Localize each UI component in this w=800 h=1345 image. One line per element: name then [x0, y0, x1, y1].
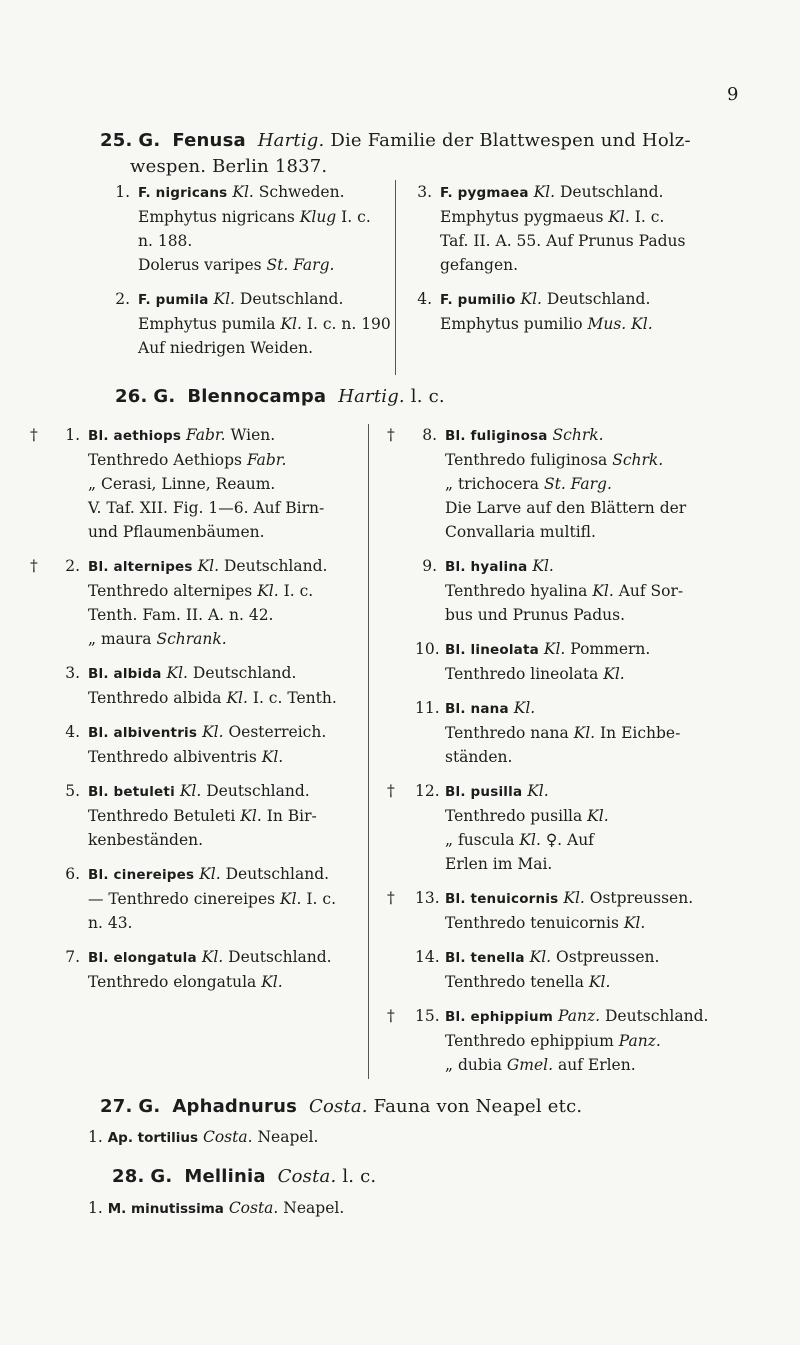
species-name: Bl. nana: [445, 701, 509, 717]
species-name: Bl. fuliginosa: [445, 428, 548, 444]
synonym-text: auf Erlen.: [553, 1056, 636, 1074]
synonym-text: V. Taf. XII. Fig. 1—6. Auf Birn-: [88, 499, 325, 517]
species-author: Kl.: [213, 290, 235, 308]
synonym-line: [138, 336, 408, 360]
genus-name: Aphadnurus: [172, 1096, 298, 1117]
entry-number: 2.: [65, 557, 80, 575]
synonym-line: [88, 686, 368, 710]
section-27-entry: [88, 1125, 318, 1150]
synonym-line: [445, 579, 765, 603]
synonym-text: „ fuscula: [445, 831, 520, 849]
synonym-line: [88, 828, 368, 852]
genus-prefix: G.: [150, 1166, 173, 1187]
author-ref: Kl.: [592, 582, 614, 600]
synonym-line: [440, 253, 760, 277]
species-entry: [65, 862, 368, 935]
synonym-text: Tenthredo Aethiops: [88, 451, 247, 469]
species-name: Bl. tenuicornis: [445, 891, 559, 907]
synonym-text: Taf. II. A. 55. Auf Prunus Padus: [440, 232, 686, 250]
species-entry: [115, 287, 408, 360]
synonym-line: [88, 603, 368, 627]
genus-name: Fenusa: [172, 130, 246, 151]
species-name: Bl. albida: [88, 666, 162, 682]
synonym-line: [88, 887, 368, 911]
species-entry: [387, 1004, 765, 1077]
species-name: Bl. betuleti: [88, 784, 175, 800]
synonym-text: Tenthredo alternipes: [88, 582, 258, 600]
species-author: Costa.: [202, 1128, 253, 1146]
entry-title-line: [138, 287, 408, 312]
entry-number: 13.: [415, 889, 440, 907]
species-author: Kl.: [520, 290, 542, 308]
synonym-text: Tenthredo tenuicornis: [445, 914, 624, 932]
synonym-line: [88, 472, 368, 496]
locality: Deutschland.: [604, 1007, 709, 1025]
locality: Deutschland.: [239, 290, 344, 308]
locality: Ostpreussen.: [589, 889, 694, 907]
genus-author: Hartig.: [338, 386, 405, 407]
synonym-line: [445, 1053, 765, 1077]
locality: Deutschland.: [206, 782, 310, 800]
species-author: Schrk.: [552, 426, 604, 444]
species-name: Bl. pusilla: [445, 784, 523, 800]
synonym-text: Convallaria multifl.: [445, 523, 596, 541]
synonym-line: [445, 472, 765, 496]
author-ref: Kl.: [261, 973, 283, 991]
species-author: Kl.: [543, 640, 566, 658]
author-ref: Panz.: [618, 1032, 661, 1050]
species-name: Bl. aethiops: [88, 428, 182, 444]
species-entry: [415, 945, 765, 994]
synonym-text: ♀. Auf: [540, 831, 594, 849]
section-25-right-column: [417, 180, 760, 346]
species-name: F. pumilio: [440, 292, 516, 308]
species-author: Kl.: [201, 948, 224, 966]
synonym-text: „ Cerasi, Linne, Reaum.: [88, 475, 276, 493]
synonym-text: Die Larve auf den Blättern der: [445, 499, 687, 517]
genus-author: Costa.: [277, 1166, 337, 1187]
heading-rest: l. c.: [410, 386, 445, 407]
locality: Neapel.: [257, 1128, 319, 1146]
species-entry: [30, 554, 368, 651]
genus-prefix: G.: [138, 130, 161, 151]
species-author: Costa.: [228, 1199, 279, 1217]
section-number: 26.: [115, 386, 148, 407]
entry-number: 14.: [415, 948, 440, 966]
synonym-line: [138, 205, 408, 229]
author-ref: Schrk.: [612, 451, 664, 469]
author-ref: Kl.: [261, 748, 284, 766]
entry-title-line: [445, 696, 765, 721]
entry-title-line: [88, 423, 368, 448]
heading-rest: Die Familie der Blattwespen und Holz-: [330, 130, 691, 151]
entry-number: 8.: [422, 426, 437, 444]
synonym-text: Dolerus varipes: [138, 256, 267, 274]
section-28-entry: [88, 1196, 344, 1221]
entry-title-line: [445, 886, 765, 911]
section-number: 25.: [100, 130, 133, 151]
entry-number: 12.: [415, 782, 440, 800]
synonym-line: [88, 448, 368, 472]
synonym-line: [88, 970, 368, 994]
species-name: Ap. tortilius: [107, 1130, 199, 1146]
author-ref: Mus. Kl.: [587, 315, 653, 333]
author-ref: Kl.: [623, 914, 646, 932]
species-name: Bl. cinereipes: [88, 867, 195, 883]
synonym-text: Auf Sor-: [613, 582, 684, 600]
entry-title-line: [88, 779, 368, 804]
locality: Wien.: [230, 426, 276, 444]
synonym-text: Erlen im Mai.: [445, 855, 553, 873]
species-entry: [387, 886, 765, 935]
entry-title-line: [445, 945, 765, 970]
author-ref: Schrank.: [156, 630, 227, 648]
heading-rest: l. c.: [342, 1166, 377, 1187]
column-divider: [368, 424, 369, 1079]
genus-author: Hartig.: [257, 130, 325, 151]
species-entry: [417, 180, 760, 277]
species-name: Bl. elongatula: [88, 950, 197, 966]
synonym-line: [440, 229, 760, 253]
entry-title-line: [138, 180, 408, 205]
species-name: F. pumila: [138, 292, 209, 308]
synonym-line: [88, 911, 368, 935]
locality: Deutschland.: [559, 183, 664, 201]
locality: Ostpreussen.: [556, 948, 660, 966]
synonym-text: kenbeständen.: [88, 831, 204, 849]
species-name: Bl. alternipes: [88, 559, 193, 575]
synonym-line: [445, 852, 765, 876]
genus-prefix: G.: [153, 386, 176, 407]
species-author: Kl.: [527, 782, 549, 800]
species-author: Kl.: [199, 865, 221, 883]
locality: Neapel.: [283, 1199, 345, 1217]
species-author: Kl.: [513, 699, 536, 717]
species-name: F. nigricans: [138, 185, 228, 201]
entry-number: 15.: [415, 1007, 440, 1025]
species-entry: [387, 779, 765, 876]
entry-number: 2.: [115, 290, 130, 308]
synonym-text: Tenthredo pusilla: [445, 807, 588, 825]
synonym-text: Emphytus pumilio: [440, 315, 588, 333]
entry-number: 10.: [415, 640, 440, 658]
synonym-text: Emphytus pumila: [138, 315, 281, 333]
synonym-line: [440, 312, 760, 336]
author-ref: Kl.: [519, 831, 541, 849]
species-name: Bl. tenella: [445, 950, 525, 966]
synonym-text: I. c.: [629, 208, 665, 226]
synonym-text: „ trichocera: [445, 475, 544, 493]
species-author: Kl.: [533, 183, 556, 201]
synonym-text: Emphytus nigricans: [138, 208, 300, 226]
author-ref: Kl.: [608, 208, 630, 226]
locality: Deutschland.: [192, 664, 297, 682]
genus-author: Costa.: [308, 1096, 368, 1117]
synonym-line: [445, 721, 765, 745]
author-ref: Gmel.: [506, 1056, 554, 1074]
synonym-text: Tenthredo ephippium: [445, 1032, 619, 1050]
species-name: M. minutissima: [107, 1201, 224, 1217]
synonym-line: [88, 496, 368, 520]
species-name: Bl. hyalina: [445, 559, 528, 575]
locality: Pommern.: [570, 640, 651, 658]
extinct-mark: †: [387, 426, 395, 444]
entry-number: 4.: [65, 723, 80, 741]
author-ref: Kl.: [573, 724, 596, 742]
entry-title-line: [88, 554, 368, 579]
synonym-text: I. c. n. 190: [301, 315, 391, 333]
synonym-line: [88, 627, 368, 651]
synonym-text: In Bir-: [261, 807, 317, 825]
synonym-text: ständen.: [445, 748, 513, 766]
synonym-text: Tenthredo lineolata: [445, 665, 604, 683]
section-number: 27.: [100, 1096, 133, 1117]
species-author: Panz.: [557, 1007, 601, 1025]
species-author: Fabr.: [186, 426, 226, 444]
synonym-line: [138, 229, 408, 253]
synonym-text: Tenthredo nana: [445, 724, 574, 742]
synonym-text: I. c. Tenth.: [247, 689, 337, 707]
species-entry: [417, 287, 760, 336]
entry-title-line: [445, 554, 765, 579]
author-ref: St. Farg.: [543, 475, 612, 493]
synonym-text: n. 188.: [138, 232, 193, 250]
synonym-line: [445, 496, 765, 520]
entry-title-line: [440, 180, 760, 205]
species-entry: [65, 945, 368, 994]
extinct-mark: †: [30, 557, 38, 575]
synonym-line: [445, 520, 765, 544]
section-27-heading: [100, 1094, 582, 1120]
synonym-line: [88, 745, 368, 769]
entry-title-line: [88, 862, 368, 887]
extinct-mark: †: [30, 426, 38, 444]
author-ref: Fabr.: [246, 451, 287, 469]
genus-prefix: G.: [138, 1096, 161, 1117]
synonym-text: Tenthredo albida: [88, 689, 227, 707]
locality: Deutschland.: [546, 290, 651, 308]
extinct-mark: †: [387, 889, 395, 907]
synonym-text: Tenthredo tenella: [445, 973, 589, 991]
synonym-line: [445, 828, 765, 852]
author-ref: Klug: [299, 208, 337, 226]
synonym-text: I. c.: [336, 208, 371, 226]
synonym-line: [138, 312, 408, 336]
author-ref: Kl.: [226, 689, 248, 707]
locality: Deutschland.: [225, 865, 330, 883]
author-ref: St. Farg.: [266, 256, 335, 274]
entry-number: 9.: [422, 557, 437, 575]
genus-name: Blennocampa: [187, 386, 327, 407]
synonym-line: [88, 579, 368, 603]
author-ref: Kl.: [588, 973, 611, 991]
synonym-text: — Tenthredo cinereipes: [88, 890, 281, 908]
synonym-text: Emphytus pygmaeus: [440, 208, 609, 226]
synonym-line: [445, 804, 765, 828]
entry-number: 7.: [65, 948, 80, 966]
synonym-text: Tenthredo hyalina: [445, 582, 593, 600]
species-author: Kl.: [166, 664, 188, 682]
species-entry: [422, 554, 765, 627]
entry-number: 1.: [65, 426, 80, 444]
entry-number: 11.: [415, 699, 440, 717]
section-26-right-column: [387, 423, 765, 1087]
extinct-mark: †: [387, 782, 395, 800]
species-author: Kl.: [179, 782, 202, 800]
species-author: Kl.: [202, 723, 224, 741]
entry-title-line: [88, 720, 368, 745]
synonym-text: In Eichbe-: [595, 724, 681, 742]
synonym-text: Tenthredo Betuleti: [88, 807, 241, 825]
synonym-line: [445, 970, 765, 994]
locality: Deutschland.: [228, 948, 332, 966]
section-26-left-column: [30, 423, 368, 1004]
synonym-text: Tenthredo albiventris: [88, 748, 262, 766]
species-author: Kl.: [563, 889, 585, 907]
species-entry: [415, 637, 765, 686]
page-number: 9: [727, 84, 739, 105]
heading-rest: Fauna von Neapel etc.: [373, 1096, 583, 1117]
section-number: 28.: [112, 1166, 145, 1187]
locality: Schweden.: [258, 183, 345, 201]
author-ref: Kl.: [280, 890, 302, 908]
species-entry: [415, 696, 765, 769]
synonym-text: „ dubia: [445, 1056, 507, 1074]
author-ref: Kl.: [587, 807, 609, 825]
entry-number: 1.: [88, 1199, 103, 1217]
author-ref: Kl.: [240, 807, 262, 825]
species-entry: [65, 720, 368, 769]
synonym-line: [445, 448, 765, 472]
synonym-line: [445, 911, 765, 935]
entry-number: 1.: [115, 183, 130, 201]
species-author: Kl.: [529, 948, 552, 966]
species-entry: [115, 180, 408, 277]
synonym-line: [138, 253, 408, 277]
species-name: Bl. albiventris: [88, 725, 198, 741]
section-28-heading: [112, 1164, 376, 1190]
author-ref: Kl.: [280, 315, 302, 333]
synonym-text: I. c.: [278, 582, 314, 600]
entry-title-line: [440, 287, 760, 312]
author-ref: Kl.: [603, 665, 625, 683]
section-26-heading: [115, 384, 445, 410]
synonym-text: bus und Prunus Padus.: [445, 606, 626, 624]
heading-continuation: wespen. Berlin 1837.: [130, 156, 328, 177]
species-author: Kl.: [232, 183, 254, 201]
entry-title-line: [445, 423, 765, 448]
synonym-text: n. 43.: [88, 914, 133, 932]
species-entry: [387, 423, 765, 544]
entry-number: 4.: [417, 290, 432, 308]
synonym-line: [445, 603, 765, 627]
species-name: Bl. ephippium: [445, 1009, 554, 1025]
synonym-line: [445, 1029, 765, 1053]
author-ref: Kl.: [257, 582, 279, 600]
synonym-text: und Pflaumenbäumen.: [88, 523, 265, 541]
synonym-text: Tenthredo fuliginosa: [445, 451, 613, 469]
species-author: Kl.: [197, 557, 220, 575]
entry-title-line: [445, 1004, 765, 1029]
entry-number: 1.: [88, 1128, 103, 1146]
species-entry: [65, 779, 368, 852]
species-entry: [65, 661, 368, 710]
entry-number: 5.: [65, 782, 80, 800]
species-entry: [30, 423, 368, 544]
synonym-text: Tenthredo elongatula: [88, 973, 262, 991]
synonym-text: Auf niedrigen Weiden.: [138, 339, 314, 357]
synonym-text: gefangen.: [440, 256, 519, 274]
synonym-line: [88, 804, 368, 828]
synonym-text: I. c.: [301, 890, 336, 908]
locality: Deutschland.: [224, 557, 328, 575]
entry-title-line: [445, 637, 765, 662]
synonym-text: Tenth. Fam. II. A. n. 42.: [88, 606, 274, 624]
section-25-left-column: [115, 180, 408, 370]
entry-title-line: [88, 661, 368, 686]
column-divider: [395, 180, 396, 375]
entry-title-line: [445, 779, 765, 804]
locality: Oesterreich.: [228, 723, 327, 741]
synonym-line: [440, 205, 760, 229]
entry-number: 3.: [417, 183, 432, 201]
entry-title-line: [88, 945, 368, 970]
entry-number: 6.: [65, 865, 80, 883]
synonym-line: [88, 520, 368, 544]
species-author: Kl.: [532, 557, 554, 575]
extinct-mark: †: [387, 1007, 395, 1025]
genus-name: Mellinia: [184, 1166, 266, 1187]
entry-number: 3.: [65, 664, 80, 682]
synonym-line: [445, 745, 765, 769]
synonym-text: „ maura: [88, 630, 157, 648]
section-25-heading: [100, 128, 691, 180]
species-name: F. pygmaea: [440, 185, 529, 201]
species-name: Bl. lineolata: [445, 642, 539, 658]
synonym-line: [445, 662, 765, 686]
